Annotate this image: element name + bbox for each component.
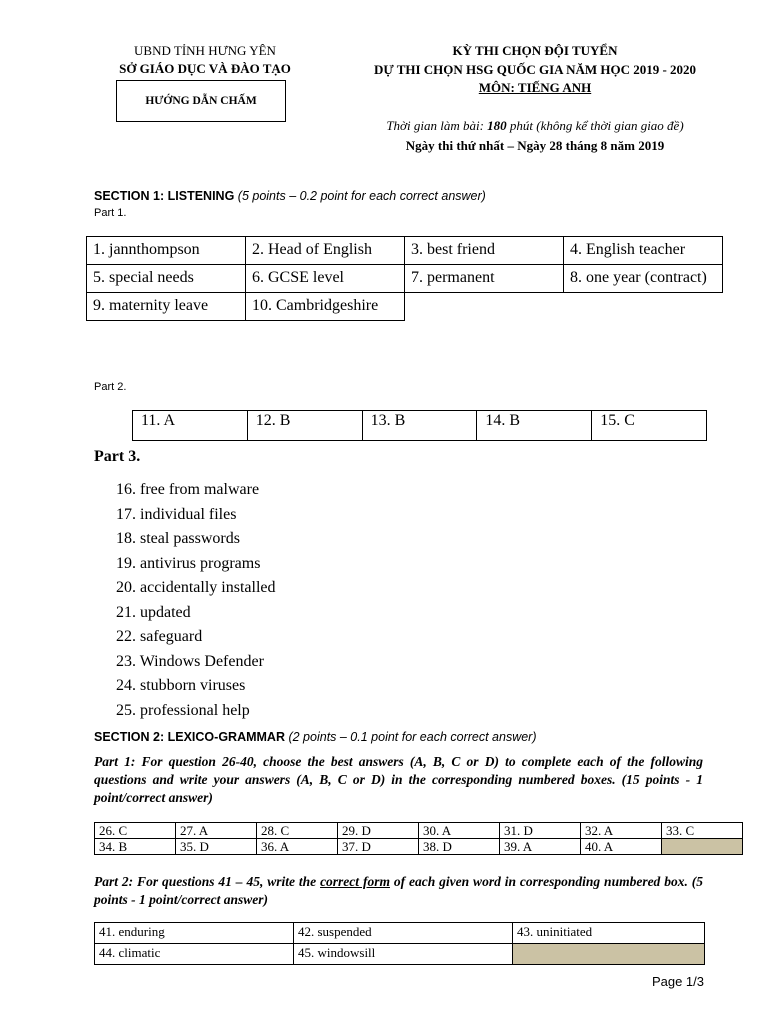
answer-cell: 36. A xyxy=(257,839,338,855)
answer-cell: 4. English teacher xyxy=(564,237,723,265)
answer-cell: 8. one year (contract) xyxy=(564,265,723,293)
list-item: 24. stubborn viruses xyxy=(116,677,246,694)
date-line: Ngày thi thứ nhất – Ngày 28 tháng 8 năm 2019 xyxy=(405,138,665,153)
time-bold: 180 xyxy=(487,118,507,133)
section2-points: (2 points – 0.1 point for each correct answer) xyxy=(288,730,537,744)
part1-instructions: Part 1: For question 26-40, choose the best answers (A, B, C or D) to complete each of the following questions and write your answers (A, B, C or D) in the corresponding numbered boxes. (15 points - 1 point/correct answer) xyxy=(94,754,703,805)
answer-cell: 40. A xyxy=(581,839,662,855)
page-number: Page 1/3 xyxy=(651,974,704,989)
part2-answer-table xyxy=(132,410,707,441)
time-line xyxy=(330,118,740,134)
part3-answer-list xyxy=(116,478,276,723)
answer-cell: 31. D xyxy=(500,823,581,839)
list-item: 20. accidentally installed xyxy=(116,579,276,596)
table-row xyxy=(87,237,723,265)
part2-instr-underlined: correct form xyxy=(320,874,390,889)
part1-label: Part 1. xyxy=(94,207,127,219)
answer-cell: 2. Head of English xyxy=(246,237,405,265)
section1-title: SECTION 1: LISTENING xyxy=(94,189,235,203)
answer-cell: 15. C xyxy=(592,411,707,441)
part2-instr-b: of each given word in corresponding numbered box. (5 points - 1 point/correct answer) xyxy=(94,874,703,907)
department-label: SỞ GIÁO DỤC VÀ ĐÀO TẠO xyxy=(119,61,291,76)
list-item: 18. steal passwords xyxy=(116,530,240,547)
list-item: 17. individual files xyxy=(116,505,237,523)
list-item: 16. free from malware xyxy=(116,481,260,498)
table-row xyxy=(95,839,743,855)
answer-cell: 37. D xyxy=(338,839,419,855)
answer-cell: 12. B xyxy=(247,411,362,441)
list-item: 22. safeguard xyxy=(116,628,203,645)
answer-cell: 13. B xyxy=(362,411,477,441)
time-post: phút (không kể thời gian giao đề) xyxy=(506,118,684,133)
exam-subtitle: DỰ THI CHỌN HSG QUỐC GIA NĂM HỌC 2019 - 2020 xyxy=(373,61,697,77)
section2-part1-table xyxy=(94,822,743,855)
list-item: 19. antivirus programs xyxy=(116,554,261,572)
answer-cell: 7. permanent xyxy=(405,265,564,293)
list-item: 23. Windows Defender xyxy=(116,652,264,670)
answer-cell: 14. B xyxy=(477,411,592,441)
answer-cell: 33. C xyxy=(662,823,743,839)
answer-cell: 1. jannthompson xyxy=(87,237,246,265)
section2-heading xyxy=(94,730,537,744)
header-right xyxy=(325,42,745,98)
answer-cell: 41. enduring xyxy=(95,923,294,944)
answer-cell: 42. suspended xyxy=(294,923,513,944)
part3-label: Part 3. xyxy=(94,448,141,465)
list-item: 25. professional help xyxy=(116,701,250,719)
answer-cell: 29. D xyxy=(338,823,419,839)
table-row xyxy=(87,265,723,293)
part2-instr-a: Part 2: For questions 41 – 45, write the xyxy=(94,874,321,889)
section2-part2-table xyxy=(94,922,705,965)
shaded-empty-cell xyxy=(513,944,705,965)
province-label: UBND TỈNH HƯNG YÊN xyxy=(134,43,276,58)
part2-instructions xyxy=(94,873,703,909)
answer-cell: 32. A xyxy=(581,823,662,839)
section1-points: (5 points – 0.2 point for each correct answer) xyxy=(237,189,486,203)
guide-box: HƯỚNG DẪN CHẤM xyxy=(116,80,286,122)
answer-cell: 45. windowsill xyxy=(294,944,513,965)
answer-cell: 30. A xyxy=(419,823,500,839)
answer-cell: 11. A xyxy=(133,411,248,441)
part1-answer-table xyxy=(86,236,723,321)
answer-cell: 6. GCSE level xyxy=(246,265,405,293)
empty-cell xyxy=(564,293,723,321)
answer-cell: 9. maternity leave xyxy=(87,293,246,321)
shaded-empty-cell xyxy=(662,839,743,855)
answer-cell: 34. B xyxy=(95,839,176,855)
section2-title: SECTION 2: LEXICO-GRAMMAR xyxy=(94,730,285,744)
time-pre: Thời gian làm bài: xyxy=(386,118,488,133)
header-left xyxy=(100,42,310,78)
answer-cell: 26. C xyxy=(95,823,176,839)
table-row xyxy=(95,823,743,839)
answer-cell: 5. special needs xyxy=(87,265,246,293)
exam-title: KỲ THI CHỌN ĐỘI TUYỂN xyxy=(452,43,618,58)
table-row xyxy=(87,293,723,321)
answer-cell: 35. D xyxy=(176,839,257,855)
table-row xyxy=(95,923,705,944)
answer-cell: 39. A xyxy=(500,839,581,855)
subject-label: MÔN: TIẾNG ANH xyxy=(478,80,592,95)
list-item: 21. updated xyxy=(116,603,191,621)
part2-label: Part 2. xyxy=(94,381,127,393)
section1-heading xyxy=(94,189,486,203)
empty-cell xyxy=(405,293,564,321)
answer-cell: 27. A xyxy=(176,823,257,839)
answer-cell: 38. D xyxy=(419,839,500,855)
answer-cell: 28. C xyxy=(257,823,338,839)
table-row xyxy=(95,944,705,965)
answer-cell: 44. climatic xyxy=(95,944,294,965)
answer-cell: 43. uninitiated xyxy=(513,923,705,944)
answer-cell: 3. best friend xyxy=(405,237,564,265)
table-row xyxy=(133,411,707,441)
answer-cell: 10. Cambridgeshire xyxy=(246,293,405,321)
